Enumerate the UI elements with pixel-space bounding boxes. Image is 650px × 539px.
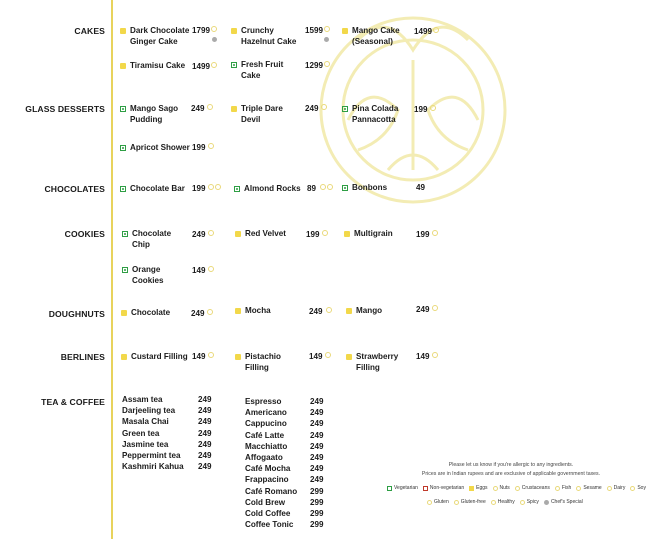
menu-item — [231, 103, 283, 125]
drink-name: Jasmine tea — [122, 439, 169, 449]
category-chocolates: CHOCOLATES — [44, 184, 105, 194]
coffee-list — [245, 396, 324, 530]
drink-price: 249 — [198, 417, 212, 427]
item-name: Custard Filling — [131, 352, 188, 361]
allergy-note: Please let us know if you're allergic to any ingredients. — [448, 462, 574, 468]
dairy-icon — [607, 486, 612, 491]
list-item — [245, 486, 324, 497]
item-name: Chocolate — [131, 308, 171, 317]
category-berlines: BERLINES — [60, 352, 105, 362]
menu-item — [346, 305, 382, 316]
legend-label: Chef's Special — [550, 499, 583, 505]
drink-price: 299 — [310, 497, 324, 507]
vegetarian-icon — [342, 106, 348, 112]
menu-item — [120, 60, 185, 71]
allergen-icons — [326, 307, 342, 313]
list-item — [245, 474, 324, 485]
vegetarian-icon — [122, 231, 128, 237]
allergen-icons — [321, 104, 337, 110]
allergen-icons — [320, 184, 336, 190]
vegetarian-icon — [120, 106, 126, 112]
allergen-icons — [208, 143, 224, 149]
menu-item — [120, 103, 178, 125]
item-price: 249 — [305, 104, 319, 113]
section-divider — [111, 0, 113, 539]
allergen-icons — [433, 27, 449, 33]
price-note: Prices are in Indian rupees and are exclusive of applicable government taxes. — [421, 471, 601, 477]
legend-label: Crustaceans — [521, 485, 550, 491]
allergen-icons — [207, 309, 223, 315]
drink-price: 249 — [310, 464, 324, 474]
egg-icon — [342, 28, 348, 34]
legend-label: Gluten-free — [460, 499, 486, 505]
crustaceans-icon — [515, 486, 520, 491]
spicy-icon — [520, 500, 525, 505]
chef-special-icon — [212, 37, 217, 42]
drink-name: Americano — [245, 408, 287, 418]
item-price: 89 — [307, 184, 317, 193]
category-doughnuts: DOUGHNUTS — [48, 309, 105, 319]
list-item — [245, 452, 324, 463]
drink-price: 249 — [198, 395, 212, 404]
allergen-icons — [432, 305, 448, 311]
legend-label: Nuts — [499, 485, 510, 491]
category-cookies: COOKIES — [64, 229, 105, 239]
item-name: Orange Cookies — [132, 265, 164, 285]
menu-item — [121, 351, 188, 362]
legend-label: Gluten — [434, 499, 449, 505]
drink-price: 299 — [310, 509, 324, 519]
menu-item — [344, 228, 393, 239]
menu-item — [342, 25, 400, 47]
list-item — [122, 405, 212, 416]
item-name: Fresh Fruit Cake — [241, 60, 284, 80]
item-name: Mocha — [245, 306, 271, 315]
item-price: 149 — [416, 352, 430, 361]
category-glass-desserts: GLASS DESSERTS — [25, 104, 105, 114]
allergen-icons — [211, 62, 227, 68]
item-name: Chocolate Bar — [130, 184, 185, 193]
vegetarian-icon — [387, 486, 392, 491]
menu-item — [231, 25, 296, 47]
list-item — [122, 450, 212, 461]
drink-name: Darjeeling tea — [122, 406, 176, 416]
item-name: Chocolate Chip — [132, 229, 172, 249]
egg-icon — [346, 308, 352, 314]
list-item — [245, 497, 324, 508]
menu-item — [120, 183, 185, 194]
drink-price: 249 — [198, 451, 212, 461]
drink-price: 249 — [310, 397, 324, 406]
drink-name: Cappucino — [245, 419, 287, 429]
list-item — [122, 394, 212, 405]
egg-icon — [344, 231, 350, 237]
item-name: Red Velvet — [245, 229, 286, 238]
menu-item — [231, 59, 283, 81]
item-price: 249 — [191, 309, 205, 318]
vegetarian-icon — [122, 267, 128, 273]
allergen-icons — [208, 230, 224, 236]
drink-name: Macchiatto — [245, 441, 288, 451]
item-price: 149 — [192, 352, 206, 361]
list-item — [122, 439, 212, 450]
list-item — [245, 396, 324, 407]
allergen-icons — [432, 230, 448, 236]
allergen-icons — [432, 352, 448, 358]
list-item — [245, 418, 324, 429]
drink-name: Café Romano — [245, 486, 298, 496]
menu-item — [235, 305, 271, 316]
drink-name: Green tea — [122, 428, 160, 438]
nuts-icon — [493, 486, 498, 491]
healthy-icon — [491, 500, 496, 505]
allergen-icons — [322, 230, 338, 236]
drink-name: Kashmiri Kahua — [122, 462, 184, 472]
menu-item — [342, 182, 387, 193]
item-price: 249 — [416, 305, 430, 314]
item-price: 199 — [416, 230, 430, 239]
chef-special-icon — [544, 500, 549, 505]
item-name: Multigrain — [354, 229, 393, 238]
allergen-icons — [208, 352, 224, 358]
drink-price: 249 — [198, 428, 212, 438]
item-price: 149 — [192, 266, 206, 275]
gluten-icon — [427, 500, 432, 505]
egg-icon — [121, 354, 127, 360]
vegetarian-icon — [231, 62, 237, 68]
drink-price: 249 — [310, 441, 324, 451]
item-name: Strawberry Filling — [356, 352, 399, 372]
legend-label: Healthy — [497, 499, 515, 505]
legend-label: Non-vegetarian — [429, 485, 465, 491]
drink-name: Peppermint tea — [122, 451, 181, 461]
drink-price: 249 — [310, 475, 324, 485]
drink-name: Cold Brew — [245, 497, 286, 507]
list-item — [122, 428, 212, 439]
drink-name: Espresso — [245, 397, 282, 406]
vegetarian-icon — [120, 145, 126, 151]
menu-item — [122, 228, 171, 250]
item-name: Mango — [356, 306, 383, 315]
menu-item — [234, 183, 301, 194]
fish-icon — [555, 486, 560, 491]
item-name: Mango Cake (Seasonal) — [352, 26, 400, 46]
menu-item — [235, 351, 281, 373]
item-name: Pistachio Filling — [245, 352, 281, 372]
item-name: Tiramisu Cake — [130, 61, 186, 70]
drink-name: Café Mocha — [245, 464, 291, 474]
drink-price: 249 — [198, 439, 212, 449]
menu-item — [120, 25, 189, 47]
item-price: 1499 — [192, 62, 211, 71]
egg-icon — [469, 486, 474, 491]
menu-item — [122, 264, 164, 286]
drink-name: Coffee Tonic — [245, 520, 294, 530]
legend-row — [387, 485, 650, 491]
egg-icon — [121, 310, 127, 316]
sesame-icon — [576, 486, 581, 491]
legend-label: Spicy — [526, 499, 539, 505]
gluten-free-icon — [454, 500, 459, 505]
tea-list — [122, 394, 212, 472]
item-name: Dark Chocolate Ginger Cake — [130, 26, 190, 46]
drink-price: 299 — [310, 486, 324, 496]
item-price: 49 — [416, 183, 426, 192]
egg-icon — [235, 354, 241, 360]
item-price: 199 — [192, 143, 206, 152]
legend-label: Dairy — [613, 485, 626, 491]
drink-price: 249 — [198, 406, 212, 416]
menu-item — [120, 142, 190, 153]
allergen-icons — [207, 104, 223, 110]
list-item — [122, 461, 212, 472]
item-price: 249 — [192, 230, 206, 239]
item-price: 1599 — [305, 26, 324, 35]
drink-price: 299 — [310, 520, 324, 530]
legend-label: Eggs — [476, 485, 488, 491]
drink-price: 249 — [310, 453, 324, 463]
category-cakes: CAKES — [74, 26, 105, 36]
item-price: 1299 — [305, 61, 324, 70]
soy-icon — [630, 486, 635, 491]
egg-icon — [120, 63, 126, 69]
allergen-icons — [324, 61, 340, 67]
list-item — [245, 430, 324, 441]
drink-name: Frappacino — [245, 475, 289, 485]
drink-price: 249 — [310, 430, 324, 440]
item-name: Almond Rocks — [244, 184, 301, 193]
allergen-icons — [324, 26, 340, 32]
menu-item — [342, 103, 398, 125]
list-item — [122, 416, 212, 427]
item-price: 249 — [309, 307, 323, 316]
category-tea-coffee: TEA & COFFEE — [41, 397, 105, 407]
drink-name: Masala Chai — [122, 417, 169, 427]
list-item — [245, 463, 324, 474]
item-name: Crunchy Hazelnut Cake — [241, 26, 297, 46]
vegetarian-icon — [234, 186, 240, 192]
legend-row — [427, 499, 588, 505]
egg-icon — [346, 354, 352, 360]
allergen-icons — [208, 184, 224, 190]
drink-price: 249 — [310, 419, 324, 429]
list-item — [245, 407, 324, 418]
allergen-icons — [430, 105, 446, 111]
legend-label: Sesame — [583, 485, 602, 491]
list-item — [245, 519, 324, 530]
egg-icon — [235, 231, 241, 237]
drink-name: Cold Coffee — [245, 509, 291, 519]
item-name: Apricot Shower — [130, 143, 190, 152]
item-price: 199 — [414, 105, 428, 114]
drink-name: Café Latte — [245, 430, 285, 440]
item-name: Mango Sago Pudding — [130, 104, 179, 124]
egg-icon — [235, 308, 241, 314]
item-price: 149 — [309, 352, 323, 361]
list-item — [245, 508, 324, 519]
allergen-icons — [208, 266, 224, 272]
legend-label: Vegetarian — [394, 485, 418, 491]
item-name: Triple Dare Devil — [241, 104, 283, 124]
egg-icon — [231, 28, 237, 34]
legend-label: Soy — [637, 485, 646, 491]
item-price: 1499 — [414, 27, 433, 36]
egg-icon — [120, 28, 126, 34]
item-price: 249 — [191, 104, 205, 113]
item-price: 199 — [192, 184, 206, 193]
drink-price: 249 — [198, 462, 212, 472]
vegetarian-icon — [120, 186, 126, 192]
legend-label: Fish — [561, 485, 572, 491]
menu-item — [121, 307, 170, 318]
vegetarian-icon — [342, 185, 348, 191]
egg-icon — [231, 106, 237, 112]
allergen-icons — [325, 352, 341, 358]
drink-name: Affogaato — [245, 453, 283, 463]
list-item — [245, 441, 324, 452]
drink-name: Assam tea — [122, 395, 163, 404]
non-vegetarian-icon — [423, 486, 428, 491]
drink-price: 249 — [310, 408, 324, 418]
menu-item — [346, 351, 398, 373]
chef-special-icon — [324, 37, 329, 42]
item-price: 199 — [306, 230, 320, 239]
menu-item — [235, 228, 286, 239]
item-name: Bonbons — [352, 183, 388, 192]
allergen-icons — [211, 26, 227, 32]
item-price: 1799 — [192, 26, 211, 35]
item-name: Pina Colada Pannacotta — [352, 104, 399, 124]
